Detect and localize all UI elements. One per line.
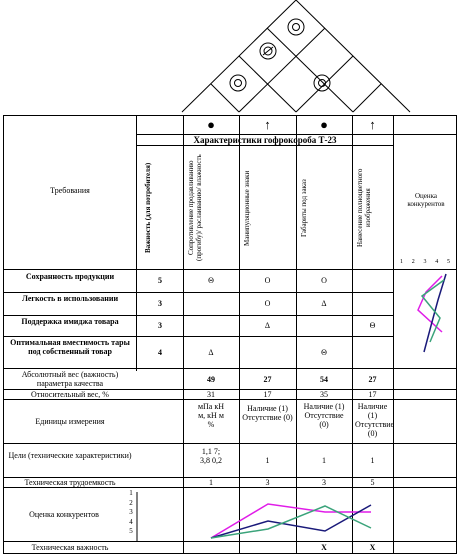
tech-difficulty-value: 5 xyxy=(370,478,375,487)
tech-importance-value: X xyxy=(321,543,327,552)
tech-difficulty-value: 3 xyxy=(265,478,270,487)
direction-mark-4: ↑ xyxy=(369,117,376,132)
absolute-weight-value: 49 xyxy=(207,375,215,384)
importance-value: 3 xyxy=(158,299,162,308)
requirement-label: Легкость в использовании xyxy=(21,294,119,303)
units-value: Наличие (1) Отсутствие (0) xyxy=(355,402,395,438)
direction-mark-2: ↑ xyxy=(264,117,271,132)
relation-cell: Θ xyxy=(321,348,327,357)
scale-tick: 2 xyxy=(129,498,133,507)
characteristic-1-header: Сопротивление продавливанию (прогибу)/ раслаиванию/ влажность xyxy=(187,154,203,262)
absolute-weight-value: 27 xyxy=(263,375,272,384)
relative-weight-value: 17 xyxy=(263,390,272,399)
units-value: Наличие (1) Отсутствие (0) xyxy=(303,402,345,429)
relation-cell: Δ xyxy=(264,321,271,330)
importance-value: 4 xyxy=(158,348,162,357)
importance-value: 3 xyxy=(158,321,162,330)
relation-cell: O xyxy=(264,299,271,308)
scale-tick: 5 xyxy=(447,259,450,265)
relation-cell: Δ xyxy=(208,348,214,357)
tech-difficulty-label: Техническая трудоемкость xyxy=(24,478,116,487)
absolute-weight-label: Абсолютный вес (важность) параметра качества xyxy=(21,370,119,388)
scale-tick: 5 xyxy=(129,527,133,535)
competitor-header: Оценка конкурентов xyxy=(407,192,445,208)
competitor-chart-lower xyxy=(183,488,393,542)
direction-mark-3: ● xyxy=(320,117,328,132)
scale-tick: 2 xyxy=(411,259,415,265)
requirement-label: Сохранность продукции xyxy=(25,272,115,281)
importance-header: Важность (для потребителя) xyxy=(144,162,152,254)
competitor-series-navy xyxy=(211,505,371,538)
scale-tick: 3 xyxy=(423,259,427,265)
units-label: Единицы измерения xyxy=(35,417,105,426)
chart-title: Характеристики гофрокороба Т-23 xyxy=(193,135,337,145)
scale-tick: 4 xyxy=(435,259,439,265)
relation-cell: Θ xyxy=(208,276,214,285)
absolute-weight-value: 27 xyxy=(368,375,377,384)
requirements-header: Требования xyxy=(50,186,90,195)
absolute-weight-value: 54 xyxy=(320,375,328,384)
relation-cell: O xyxy=(264,276,271,285)
characteristic-2-header: Манипуляционные знаки xyxy=(243,170,251,246)
competitor-chart-upper xyxy=(394,270,456,368)
relation-cell: Δ xyxy=(321,299,327,308)
characteristic-4-header: Нанесение полноцветного изображения xyxy=(356,168,372,248)
requirement-label: Поддержка имиджа товара xyxy=(21,317,119,326)
direction-mark-1: ● xyxy=(207,117,215,132)
relative-weight-value: 31 xyxy=(207,390,215,399)
scale-tick: 1 xyxy=(400,259,403,265)
targets-value: 1 xyxy=(265,456,270,465)
relative-weight-value: 17 xyxy=(368,390,377,399)
scale-tick: 3 xyxy=(129,508,133,516)
tech-difficulty-value: 1 xyxy=(209,478,213,487)
competitor-scale xyxy=(400,258,450,267)
targets-value: 1 xyxy=(370,456,375,465)
relative-weight-label: Относительный вес, % xyxy=(31,390,109,399)
targets-value: 1 xyxy=(322,456,326,465)
targets-label: Цели (технические характеристики) xyxy=(8,451,132,460)
units-value: Наличие (1) Отсутствие (0) xyxy=(242,404,293,422)
scale-tick: 4 xyxy=(129,517,133,526)
tech-importance-label: Техническая важность xyxy=(31,543,109,552)
competitor-row-scale xyxy=(126,489,136,537)
relation-cell: Θ xyxy=(369,321,376,330)
relative-weight-value: 35 xyxy=(320,390,328,399)
tech-difficulty-value: 3 xyxy=(322,478,326,487)
units-value: мПа кН м, кН м % xyxy=(197,402,225,429)
competitor-series-magenta xyxy=(211,504,371,538)
competitor-series-green xyxy=(211,506,371,538)
relation-cell: O xyxy=(321,276,327,285)
tech-importance-value: X xyxy=(369,543,376,552)
targets-value: 1,1 7; 3,8 0,2 xyxy=(200,447,222,465)
importance-value: 5 xyxy=(158,276,162,285)
characteristic-3-header: Габариты под заказ xyxy=(300,179,308,237)
competitor-row-label: Оценка конкурентов xyxy=(29,510,99,519)
requirement-label: Оптимальная вместимость тары под собственный товар xyxy=(10,338,130,356)
scale-tick: 1 xyxy=(129,489,133,497)
